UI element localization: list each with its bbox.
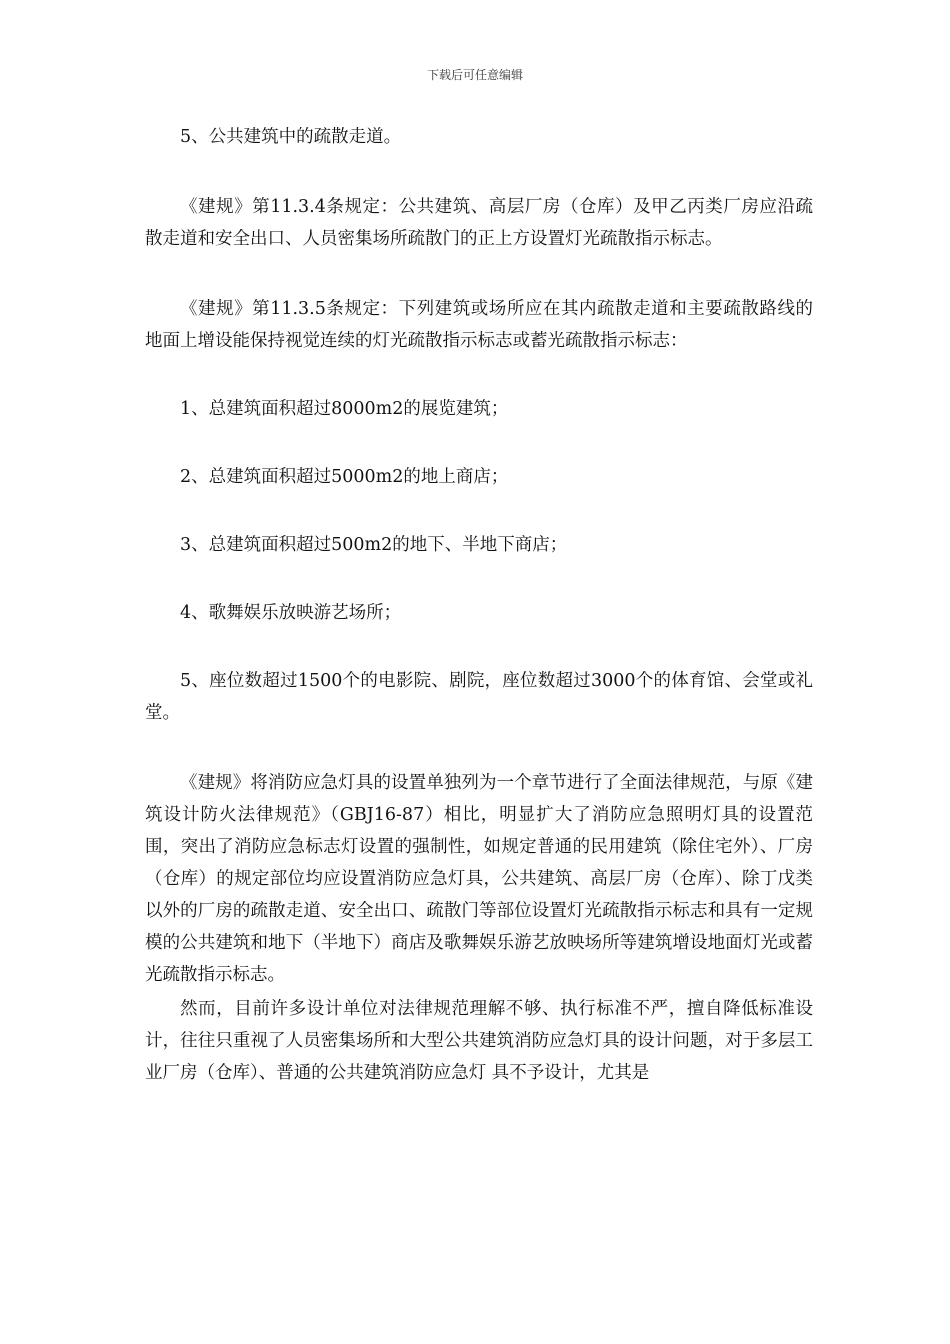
- header-note: 下载后可任意编辑: [426, 68, 523, 82]
- document-body: [145, 121, 813, 1089]
- list-item-5: 5、座位数超过1500个的电影院、剧院，座位数超过3000个的体育馆、会堂或礼堂。: [145, 671, 813, 723]
- paragraph-summary: 《建规》将消防应急灯具的设置单独列为一个章节进行了全面法律规范，与原《建筑设计防火法律规范》（GBJ16-87）相比，明显扩大了消防应急照明灯具的设置范围，突出了消防应急标志灯设置的强制性，如规定普通的民用建筑（除住宅外）、厂房（仓库）的规定部位均应设置消防应急灯具，公共建筑、高层厂房（仓库）、除丁戊类以外的厂房的疏散走道、安全出口、疏散门等部位设置灯光疏散指示标志和具有一定规模的公共建筑和地下（半地下）商店及歌舞娱乐游艺放映场所等建筑增设地面灯光或蓄光疏散指示标志。: [145, 773, 813, 985]
- list-item-3: 3、总建筑面积超过500m2的地下、半地下商店；: [180, 535, 568, 555]
- paragraph-rule-11-3-5: 《建规》第11.3.5条规定：下列建筑或场所应在其内疏散走道和主要疏散路线的地面上增设能保持视觉连续的灯光疏散指示标志或蓄光疏散指示标志：: [145, 299, 813, 351]
- paragraph-item-5: 5、公共建筑中的疏散走道。: [180, 127, 402, 147]
- paragraph-rule-11-3-4: 《建规》第11.3.4条规定：公共建筑、高层厂房（仓库）及甲乙丙类厂房应沿疏散走道和安全出口、人员密集场所疏散门的正上方设置灯光疏散指示标志。: [145, 197, 813, 249]
- list-item-4: 4、歌舞娱乐放映游艺场所；: [180, 603, 402, 623]
- list-item-1: 1、总建筑面积超过8000m2的展览建筑；: [180, 399, 509, 419]
- list-item-2: 2、总建筑面积超过5000m2的地上商店；: [180, 467, 509, 487]
- paragraph-however: 然而，目前许多设计单位对法律规范理解不够、执行标准不严，擅自降低标准设计，往往只重视了人员密集场所和大型公共建筑消防应急灯具的设计问题，对于多层工业厂房（仓库）、普通的公共建筑消防应急灯 具不予设计，尤其是: [145, 999, 813, 1083]
